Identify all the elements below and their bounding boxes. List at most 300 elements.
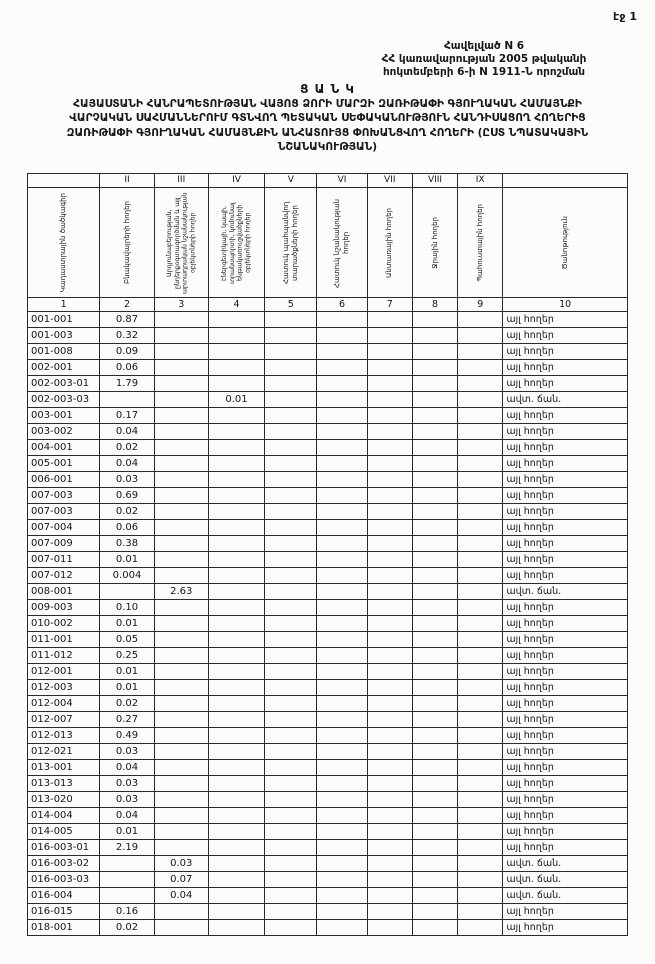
area-value-cell	[367, 728, 412, 744]
area-value-cell	[208, 552, 264, 568]
area-value-cell	[208, 712, 264, 728]
area-value-cell	[367, 440, 412, 456]
area-value-cell	[265, 552, 317, 568]
area-value-cell	[367, 760, 412, 776]
area-value-cell	[154, 728, 208, 744]
column-number-cell: 8	[412, 298, 457, 312]
area-value-cell	[208, 312, 264, 328]
area-value-cell	[154, 360, 208, 376]
note-cell: այլ հողեր	[503, 808, 628, 824]
area-value-cell	[154, 456, 208, 472]
cadastral-code-cell: 012-013	[28, 728, 100, 744]
area-value-cell	[208, 568, 264, 584]
area-value-cell	[208, 328, 264, 344]
area-value-cell	[208, 600, 264, 616]
area-value-cell	[458, 360, 503, 376]
column-header-cell	[317, 188, 367, 298]
area-value-cell	[208, 904, 264, 920]
column-header-cell	[28, 188, 100, 298]
area-value-cell	[317, 344, 367, 360]
area-value-cell	[458, 744, 503, 760]
note-cell: այլ հողեր	[503, 920, 628, 936]
cadastral-code-cell: 013-020	[28, 792, 100, 808]
column-number-cell: 10	[503, 298, 628, 312]
area-value-cell	[458, 904, 503, 920]
area-value-cell	[317, 728, 367, 744]
column-header-cell	[367, 188, 412, 298]
table-row	[28, 520, 628, 536]
area-value-cell: 0.01	[100, 616, 154, 632]
document-title	[12, 97, 643, 154]
table-row	[28, 440, 628, 456]
area-value-cell	[208, 360, 264, 376]
area-value-cell	[367, 712, 412, 728]
area-value-cell	[412, 600, 457, 616]
area-value-cell	[458, 696, 503, 712]
area-value-cell	[265, 776, 317, 792]
title-line: ՀԱՅԱՍՏԱՆԻ ՀԱՆՐԱՊԵՏՈՒԹՅԱՆ ՎԱՅՈՑ ՁՈՐԻ ՄԱՐԶԻ ԶԱՌԻԹԱՓԻ ԳՅՈՒՂԱԿԱՆ ՀԱՄԱՅՆՔԻ	[73, 98, 582, 110]
table-row	[28, 856, 628, 872]
area-value-cell	[154, 408, 208, 424]
area-value-cell	[154, 696, 208, 712]
table-row	[28, 840, 628, 856]
area-value-cell	[154, 776, 208, 792]
area-value-cell	[458, 536, 503, 552]
area-value-cell	[265, 568, 317, 584]
area-value-cell	[412, 744, 457, 760]
area-value-cell	[367, 408, 412, 424]
area-value-cell	[412, 680, 457, 696]
area-value-cell	[154, 600, 208, 616]
note-cell: այլ հողեր	[503, 472, 628, 488]
area-value-cell: 0.04	[154, 888, 208, 904]
note-cell: այլ հողեր	[503, 728, 628, 744]
cadastral-code-cell: 016-003-03	[28, 872, 100, 888]
cadastral-code-cell: 001-001	[28, 312, 100, 328]
area-value-cell	[458, 808, 503, 824]
area-value-cell	[367, 344, 412, 360]
area-value-cell	[265, 680, 317, 696]
area-value-cell	[154, 344, 208, 360]
area-value-cell	[412, 840, 457, 856]
area-value-cell	[458, 392, 503, 408]
area-value-cell	[265, 600, 317, 616]
column-header-label: Արդյունաբերության, ընդերքօգտագործման և այլ արտադրական նշանակության օբյեկտների հողեր	[165, 191, 196, 294]
table-row	[28, 568, 628, 584]
area-value-cell: 0.03	[100, 744, 154, 760]
appendix-block	[339, 40, 629, 79]
area-value-cell	[154, 824, 208, 840]
area-value-cell	[265, 856, 317, 872]
area-value-cell	[265, 520, 317, 536]
area-value-cell	[265, 408, 317, 424]
column-header-cell	[208, 188, 264, 298]
area-value-cell: 0.04	[100, 760, 154, 776]
area-value-cell	[367, 456, 412, 472]
note-cell: այլ հողեր	[503, 632, 628, 648]
area-value-cell: 0.49	[100, 728, 154, 744]
area-value-cell	[317, 536, 367, 552]
area-value-cell	[317, 888, 367, 904]
area-value-cell	[412, 616, 457, 632]
area-value-cell	[208, 472, 264, 488]
area-value-cell	[458, 488, 503, 504]
area-value-cell	[154, 312, 208, 328]
table-row	[28, 504, 628, 520]
cadastral-code-cell: 012-003	[28, 680, 100, 696]
area-value-cell: 0.04	[100, 424, 154, 440]
area-value-cell	[265, 920, 317, 936]
roman-numeral-cell: II	[100, 174, 154, 188]
cadastral-code-cell: 011-001	[28, 632, 100, 648]
column-header-cell	[100, 188, 154, 298]
area-value-cell	[265, 904, 317, 920]
area-value-cell	[412, 440, 457, 456]
area-value-cell	[412, 632, 457, 648]
area-value-cell	[412, 872, 457, 888]
area-value-cell: 0.25	[100, 648, 154, 664]
area-value-cell	[154, 392, 208, 408]
area-value-cell	[367, 888, 412, 904]
area-value-cell	[317, 440, 367, 456]
area-value-cell	[208, 584, 264, 600]
table-row	[28, 872, 628, 888]
area-value-cell	[317, 600, 367, 616]
area-value-cell	[208, 920, 264, 936]
area-value-cell: 0.05	[100, 632, 154, 648]
area-value-cell	[265, 392, 317, 408]
area-value-cell	[412, 776, 457, 792]
column-header-cell	[503, 188, 628, 298]
area-value-cell	[367, 552, 412, 568]
area-value-cell	[154, 808, 208, 824]
area-value-cell	[412, 920, 457, 936]
area-value-cell	[412, 712, 457, 728]
area-value-cell	[367, 648, 412, 664]
area-value-cell	[154, 488, 208, 504]
area-value-cell	[458, 856, 503, 872]
area-value-cell	[367, 664, 412, 680]
list-heading: Ց Ա Ն Կ	[300, 82, 355, 96]
area-value-cell: 0.16	[100, 904, 154, 920]
area-value-cell	[265, 440, 317, 456]
area-value-cell	[367, 840, 412, 856]
area-value-cell	[317, 584, 367, 600]
table-row	[28, 792, 628, 808]
area-value-cell	[100, 392, 154, 408]
area-value-cell	[208, 728, 264, 744]
note-cell: այլ հողեր	[503, 504, 628, 520]
area-value-cell	[208, 696, 264, 712]
area-value-cell	[367, 856, 412, 872]
cadastral-code-cell: 001-003	[28, 328, 100, 344]
area-value-cell	[458, 584, 503, 600]
table-row	[28, 776, 628, 792]
area-value-cell	[208, 488, 264, 504]
area-value-cell: 0.02	[100, 920, 154, 936]
area-value-cell	[100, 584, 154, 600]
title-line: ՎԱՐՉԱԿԱՆ ՍԱՀՄԱՆՆԵՐՈՒՄ ԳՏՆՎՈՂ ՊԵՏԱԿԱՆ ՍԵՓԱԿԱՆՈՒԹՅՈՒՆ ՀԱՆԴԻՍԱՑՈՂ ՀՈՂԵՐԻՑ	[69, 112, 586, 125]
cadastral-code-cell: 002-001	[28, 360, 100, 376]
area-value-cell	[100, 872, 154, 888]
area-value-cell: 2.19	[100, 840, 154, 856]
roman-numeral-row	[28, 174, 628, 188]
area-value-cell	[367, 808, 412, 824]
area-value-cell	[154, 616, 208, 632]
area-value-cell	[265, 792, 317, 808]
column-header-cell	[412, 188, 457, 298]
area-value-cell	[265, 808, 317, 824]
area-value-cell	[265, 376, 317, 392]
area-value-cell	[367, 328, 412, 344]
area-value-cell: 0.04	[100, 456, 154, 472]
appendix-line: ՀՀ կառավարության 2005 թվականի	[381, 53, 587, 66]
table-row	[28, 680, 628, 696]
roman-numeral-cell	[503, 174, 628, 188]
cadastral-code-cell: 012-001	[28, 664, 100, 680]
area-value-cell	[367, 584, 412, 600]
area-value-cell	[208, 632, 264, 648]
table-row	[28, 600, 628, 616]
area-value-cell: 0.03	[100, 792, 154, 808]
area-value-cell: 0.03	[100, 776, 154, 792]
area-value-cell	[265, 472, 317, 488]
note-cell: այլ հողեր	[503, 824, 628, 840]
table-row	[28, 424, 628, 440]
area-value-cell	[412, 760, 457, 776]
area-value-cell	[317, 920, 367, 936]
note-cell: այլ հողեր	[503, 520, 628, 536]
area-value-cell	[317, 712, 367, 728]
note-cell: այլ հողեր	[503, 680, 628, 696]
area-value-cell	[367, 360, 412, 376]
area-value-cell	[208, 888, 264, 904]
area-value-cell	[154, 664, 208, 680]
area-value-cell	[367, 920, 412, 936]
area-value-cell	[367, 616, 412, 632]
column-number-row	[28, 298, 628, 312]
area-value-cell	[208, 440, 264, 456]
area-value-cell	[458, 872, 503, 888]
page-number: էջ 1	[613, 10, 637, 23]
area-value-cell	[208, 856, 264, 872]
cadastral-code-cell: 005-001	[28, 456, 100, 472]
area-value-cell	[317, 840, 367, 856]
table-row	[28, 712, 628, 728]
area-value-cell	[317, 504, 367, 520]
area-value-cell	[265, 312, 317, 328]
roman-numeral-cell: VII	[367, 174, 412, 188]
area-value-cell	[208, 520, 264, 536]
note-cell: այլ հողեր	[503, 312, 628, 328]
area-value-cell	[367, 488, 412, 504]
area-value-cell	[317, 632, 367, 648]
cadastral-code-cell: 003-002	[28, 424, 100, 440]
table-row	[28, 376, 628, 392]
area-value-cell	[208, 648, 264, 664]
cadastral-code-cell: 007-009	[28, 536, 100, 552]
roman-numeral-cell: IV	[208, 174, 264, 188]
area-value-cell: 0.10	[100, 600, 154, 616]
column-header-cell	[458, 188, 503, 298]
column-header-label: Բնակավայրերի հողեր	[122, 201, 131, 284]
area-value-cell	[208, 376, 264, 392]
cadastral-code-cell: 013-013	[28, 776, 100, 792]
area-value-cell	[317, 776, 367, 792]
area-value-cell	[317, 568, 367, 584]
area-value-cell	[458, 632, 503, 648]
area-value-cell	[367, 392, 412, 408]
area-value-cell	[154, 904, 208, 920]
area-value-cell: 1.79	[100, 376, 154, 392]
table-row	[28, 488, 628, 504]
note-cell: այլ հողեր	[503, 568, 628, 584]
area-value-cell	[412, 504, 457, 520]
area-value-cell	[208, 824, 264, 840]
area-value-cell	[154, 648, 208, 664]
area-value-cell: 0.03	[100, 472, 154, 488]
roman-numeral-cell: VI	[317, 174, 367, 188]
area-value-cell	[412, 792, 457, 808]
area-value-cell	[412, 536, 457, 552]
area-value-cell	[265, 360, 317, 376]
table-row	[28, 584, 628, 600]
note-cell: այլ հողեր	[503, 600, 628, 616]
area-value-cell	[317, 760, 367, 776]
area-value-cell	[154, 328, 208, 344]
column-header-cell	[154, 188, 208, 298]
table-row	[28, 456, 628, 472]
area-value-cell: 0.004	[100, 568, 154, 584]
area-value-cell	[154, 712, 208, 728]
area-value-cell	[265, 824, 317, 840]
area-value-cell	[317, 328, 367, 344]
area-value-cell	[367, 472, 412, 488]
area-value-cell	[100, 888, 154, 904]
area-value-cell: 2.63	[154, 584, 208, 600]
table-row	[28, 728, 628, 744]
area-value-cell: 0.02	[100, 696, 154, 712]
area-value-cell	[412, 568, 457, 584]
cadastral-code-cell: 006-001	[28, 472, 100, 488]
area-value-cell	[208, 680, 264, 696]
area-value-cell	[317, 520, 367, 536]
area-value-cell	[265, 424, 317, 440]
area-value-cell	[458, 760, 503, 776]
land-transfer-table	[27, 173, 628, 936]
area-value-cell: 0.17	[100, 408, 154, 424]
area-value-cell	[154, 504, 208, 520]
area-value-cell	[412, 376, 457, 392]
area-value-cell	[367, 312, 412, 328]
area-value-cell	[154, 680, 208, 696]
area-value-cell: 0.01	[100, 824, 154, 840]
roman-numeral-cell: III	[154, 174, 208, 188]
table-row	[28, 824, 628, 840]
note-cell: այլ հողեր	[503, 616, 628, 632]
area-value-cell	[317, 312, 367, 328]
area-value-cell	[367, 776, 412, 792]
area-value-cell	[208, 792, 264, 808]
area-value-cell: 0.02	[100, 504, 154, 520]
table-row	[28, 360, 628, 376]
area-value-cell: 0.87	[100, 312, 154, 328]
area-value-cell	[154, 840, 208, 856]
cadastral-code-cell: 014-005	[28, 824, 100, 840]
area-value-cell	[317, 872, 367, 888]
cadastral-code-cell: 007-003	[28, 488, 100, 504]
table-row	[28, 552, 628, 568]
area-value-cell	[458, 344, 503, 360]
column-number-cell: 9	[458, 298, 503, 312]
area-value-cell	[154, 424, 208, 440]
area-value-cell	[458, 840, 503, 856]
area-value-cell	[265, 664, 317, 680]
note-cell: ավտ. ճան.	[503, 584, 628, 600]
area-value-cell: 0.07	[154, 872, 208, 888]
area-value-cell	[458, 328, 503, 344]
column-header-label: Անտառային հողեր	[385, 207, 394, 278]
column-number-cell: 3	[154, 298, 208, 312]
table-row	[28, 632, 628, 648]
area-value-cell	[265, 456, 317, 472]
table-row	[28, 312, 628, 328]
cadastral-code-cell: 016-004	[28, 888, 100, 904]
area-value-cell	[412, 424, 457, 440]
area-value-cell	[458, 472, 503, 488]
area-value-cell	[458, 824, 503, 840]
column-header-label: Ջրային հողեր	[430, 216, 439, 269]
table-row	[28, 536, 628, 552]
area-value-cell	[317, 696, 367, 712]
column-header-label: Պահուստային հողեր	[475, 203, 484, 282]
cadastral-code-cell: 002-003-01	[28, 376, 100, 392]
cadastral-code-cell: 011-012	[28, 648, 100, 664]
area-value-cell	[367, 424, 412, 440]
area-value-cell	[208, 504, 264, 520]
area-value-cell	[412, 552, 457, 568]
area-value-cell	[208, 840, 264, 856]
area-value-cell: 0.27	[100, 712, 154, 728]
area-value-cell: 0.69	[100, 488, 154, 504]
area-value-cell	[458, 456, 503, 472]
table-row	[28, 344, 628, 360]
area-value-cell: 0.02	[100, 440, 154, 456]
area-value-cell	[412, 696, 457, 712]
table-row	[28, 616, 628, 632]
area-value-cell	[458, 600, 503, 616]
cadastral-code-cell: 016-015	[28, 904, 100, 920]
area-value-cell	[367, 520, 412, 536]
note-cell: այլ հողեր	[503, 792, 628, 808]
area-value-cell	[458, 680, 503, 696]
cadastral-code-cell: 013-001	[28, 760, 100, 776]
column-header-row	[28, 188, 628, 298]
note-cell: այլ հողեր	[503, 456, 628, 472]
area-value-cell	[154, 760, 208, 776]
roman-numeral-cell: VIII	[412, 174, 457, 188]
area-value-cell	[458, 440, 503, 456]
area-value-cell	[367, 680, 412, 696]
area-value-cell	[317, 424, 367, 440]
table-row	[28, 760, 628, 776]
area-value-cell	[208, 808, 264, 824]
note-cell: ավտ. ճան.	[503, 392, 628, 408]
area-value-cell	[458, 504, 503, 520]
column-header-label: Կադաստրային ծածկագիր	[59, 192, 68, 293]
area-value-cell	[154, 376, 208, 392]
area-value-cell	[265, 344, 317, 360]
